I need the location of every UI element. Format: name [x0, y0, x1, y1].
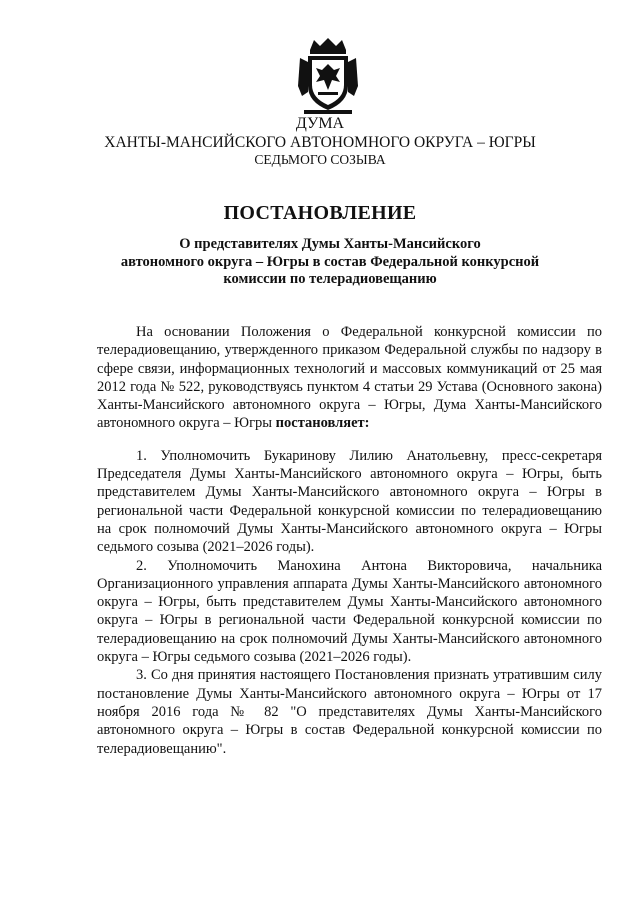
document-title-line: автономного округа – Югры в состав Федеральной конкурсной — [120, 253, 540, 270]
document-title-line: О представителях Думы Ханты-Мансийского — [179, 236, 481, 252]
coat-of-arms-icon — [296, 36, 360, 116]
preamble-paragraph — [97, 323, 602, 433]
preamble-text: На основании Положения о Федеральной конкурсной комиссии по телерадиовещанию, утвержденного приказом Федеральной службы по надзору в сфере связи, информационных технологий и массовых коммуникаций от 25 мая 2012 года № 522, руководствуясь пунктом 4 статьи 29 Устава (Основного закона) Ханты-Мансийского автономного округа – Югры, Дума Ханты-Мансийского автономного округа – Югры — [97, 324, 602, 432]
document-title-line: комиссии по телерадиовещанию — [223, 271, 437, 287]
document-body — [97, 323, 602, 758]
resolves-keyword: постановляет: — [275, 415, 370, 432]
resolution-item-3: 3. Со дня принятия настоящего Постановления признать утратившим силу постановление Думы Ханты-Мансийского автономного округа – Югры от 17 ноября 2016 года № 82 "О представителях Думы Ханты-Мансийского автономного округа – Югры в состав Федеральной конкурсной комиссии по телерадиовещанию". — [97, 667, 602, 757]
resolution-item-2: 2. Уполномочить Манохина Антона Викторовича, начальника Организационного управления аппарата Думы Ханты-Мансийского автономного округа – Югры, быть представителем Думы Ханты-Мансийского автономного округа – Югры в региональной части Федеральной конкурсной комиссии по телерадиовещанию на срок полномочий Думы Ханты-Мансийского автономного округа – Югры седьмого созыва (2021–2026 годы). — [97, 557, 602, 666]
document-type: ПОСТАНОВЛЕНИЕ — [223, 202, 417, 224]
organization-name: ДУМА — [295, 115, 345, 132]
organization-region: ХАНТЫ-МАНСИЙСКОГО АВТОНОМНОГО ОКРУГА – ЮГРЫ — [104, 134, 536, 151]
document-title — [100, 236, 560, 289]
resolution-item-1: 1. Уполномочить Букаринову Лилию Анатольевну, пресс-секретаря Председателя Думы Ханты-Мансийского автономного округа – Югры, быть представителем Думы Ханты-Мансийского автономного округа – Югры в региональной части Федеральной конкурсной комиссии по телерадиовещанию на срок полномочий Думы Ханты-Мансийского автономного округа – Югры седьмого созыва (2021–2026 годы). — [97, 447, 602, 556]
organization-convocation: СЕДЬМОГО СОЗЫВА — [254, 152, 386, 167]
